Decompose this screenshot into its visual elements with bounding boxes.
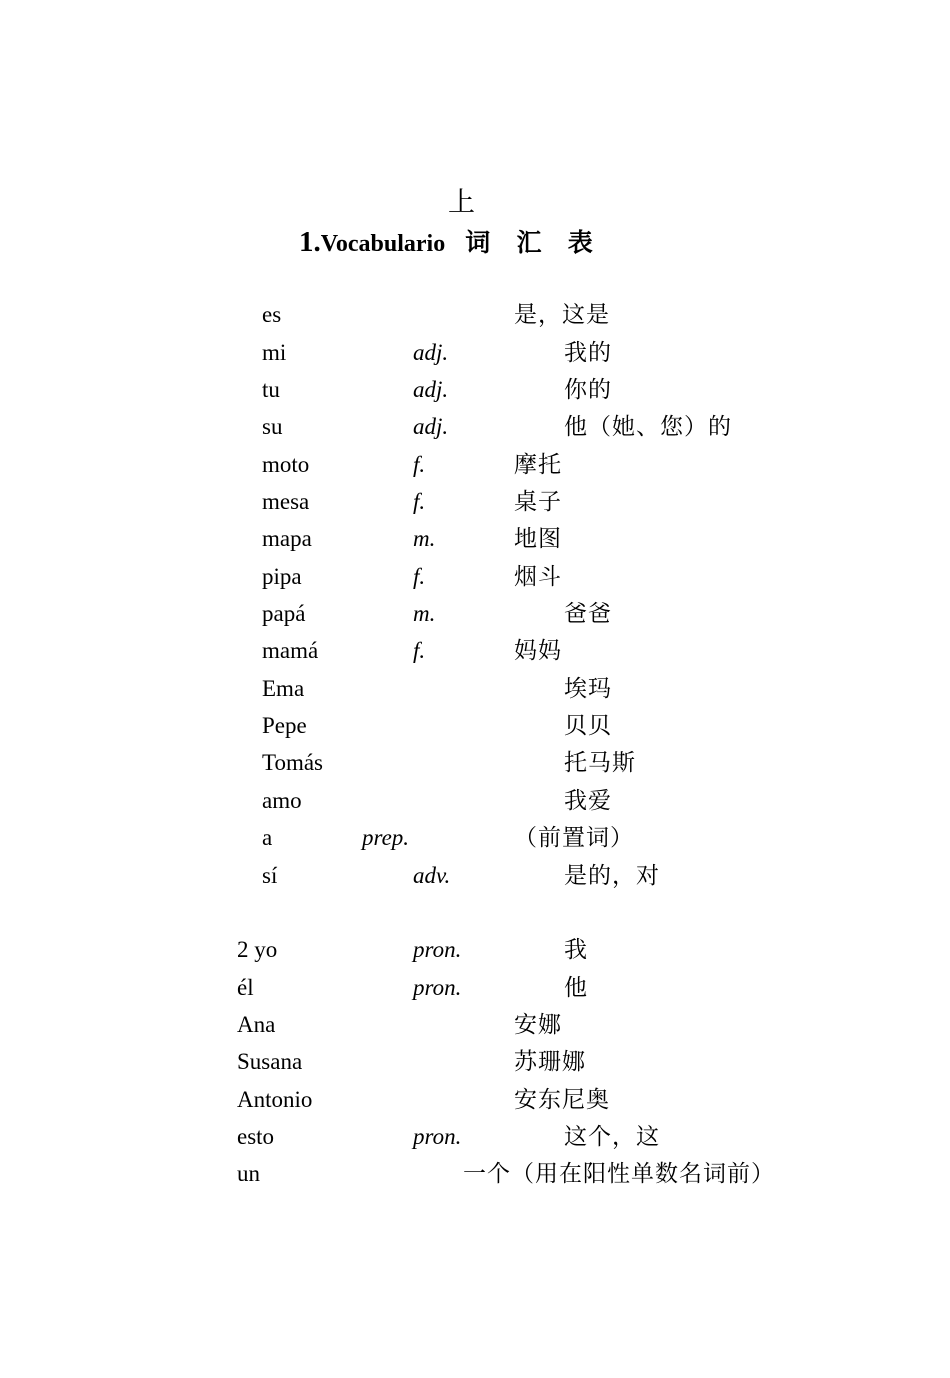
entry-meaning: 托马斯 xyxy=(564,750,636,775)
entry-meaning: 地图 xyxy=(514,526,562,551)
entry-word: Ema xyxy=(262,676,305,701)
entry-pos: adj. xyxy=(413,414,449,439)
vocab-entry xyxy=(0,300,950,338)
entry-meaning: 他（她、您）的 xyxy=(564,414,732,439)
entry-meaning: 我爱 xyxy=(564,788,612,813)
entry-pos: adj. xyxy=(413,340,449,365)
title-number: 1. xyxy=(299,226,321,258)
entry-pos: f. xyxy=(413,564,426,589)
vocab-entry xyxy=(0,1159,950,1197)
vocab-entry xyxy=(0,973,950,1011)
entry-meaning: 这个，这 xyxy=(564,1124,660,1149)
vocab-entry xyxy=(0,1047,950,1085)
entry-word: él xyxy=(237,975,254,1000)
entry-meaning: 妈妈 xyxy=(514,638,562,663)
vocab-entry xyxy=(0,450,950,488)
vocab-entry xyxy=(0,674,950,712)
entry-meaning: 苏珊娜 xyxy=(514,1049,586,1074)
entry-pos: prep. xyxy=(362,825,410,850)
entry-word: Pepe xyxy=(262,713,307,738)
entry-word: Susana xyxy=(237,1049,303,1074)
entry-word: un xyxy=(237,1161,260,1186)
vocab-entry xyxy=(0,524,950,562)
vocab-entry xyxy=(0,786,950,824)
entry-meaning: 埃玛 xyxy=(564,676,612,701)
entry-meaning: 我 xyxy=(564,937,588,962)
entry-meaning: 一个（用在阳性单数名词前） xyxy=(463,1161,775,1186)
entry-meaning: 是，这是 xyxy=(514,302,610,327)
entry-meaning: 桌子 xyxy=(514,489,562,514)
entry-pos: f. xyxy=(413,638,426,663)
vocab-entry xyxy=(0,487,950,525)
vocab-entry xyxy=(0,599,950,637)
entry-pos: adv. xyxy=(413,863,451,888)
entry-word: es xyxy=(262,302,282,327)
vocab-entry xyxy=(0,636,950,674)
entry-word: papá xyxy=(262,601,306,626)
vocab-entry xyxy=(0,1122,950,1160)
entry-word: pipa xyxy=(262,564,302,589)
entry-word: sí xyxy=(262,863,278,888)
entry-pos: f. xyxy=(413,452,426,477)
entry-word: 2 yo xyxy=(237,937,278,962)
entry-meaning: 安娜 xyxy=(514,1012,562,1037)
entry-pos: pron. xyxy=(413,937,462,962)
entry-meaning: 爸爸 xyxy=(564,601,612,626)
entry-word: su xyxy=(262,414,283,439)
vocab-entry xyxy=(0,1010,950,1048)
entry-meaning: （前置词） xyxy=(514,825,634,850)
entry-pos: adj. xyxy=(413,377,449,402)
entry-meaning: 贝贝 xyxy=(564,713,612,738)
vocab-entry xyxy=(0,562,950,600)
entry-meaning: 烟斗 xyxy=(514,564,562,589)
entry-word: Tomás xyxy=(262,750,323,775)
entry-pos: m. xyxy=(413,526,436,551)
entry-word: mesa xyxy=(262,489,310,514)
entry-word: Antonio xyxy=(237,1087,313,1112)
vocab-entry xyxy=(0,412,950,450)
entry-meaning: 摩托 xyxy=(514,452,562,477)
vocab-entry xyxy=(0,375,950,413)
entry-pos: pron. xyxy=(413,1124,462,1149)
vocab-entry xyxy=(0,861,950,899)
entry-pos: m. xyxy=(413,601,436,626)
vocab-entry xyxy=(0,748,950,786)
entry-pos: pron. xyxy=(413,975,462,1000)
heading-top-char: 上 xyxy=(448,187,475,217)
entry-meaning: 是的，对 xyxy=(564,863,660,888)
vocab-entry xyxy=(0,711,950,749)
title-chinese: 词 汇 表 xyxy=(465,230,603,257)
entry-word: Ana xyxy=(237,1012,276,1037)
entry-meaning: 我的 xyxy=(564,340,612,365)
entry-word: mamá xyxy=(262,638,319,663)
entry-word: esto xyxy=(237,1124,275,1149)
title-spanish: Vocabulario xyxy=(320,231,446,257)
vocab-entry xyxy=(0,338,950,376)
entry-meaning: 他 xyxy=(564,975,588,1000)
entry-word: amo xyxy=(262,788,302,813)
vocab-entry xyxy=(0,935,950,973)
vocab-entry xyxy=(0,823,950,861)
entry-meaning: 安东尼奥 xyxy=(514,1087,610,1112)
entry-word: a xyxy=(262,825,273,850)
vocab-entry xyxy=(0,1085,950,1123)
entry-word: mapa xyxy=(262,526,312,551)
entry-word: tu xyxy=(262,377,280,402)
entry-word: mi xyxy=(262,340,287,365)
entry-pos: f. xyxy=(413,489,426,514)
entry-meaning: 你的 xyxy=(564,377,612,402)
entry-word: moto xyxy=(262,452,310,477)
